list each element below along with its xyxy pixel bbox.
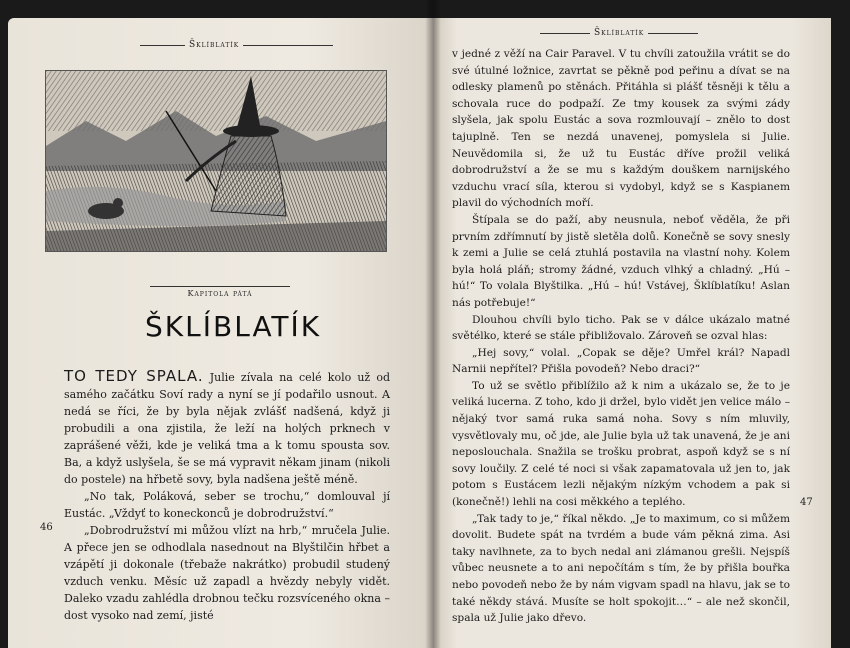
left-paragraph-3: „Dobrodružství mi můžou vlízt na hrb,“ mručela Julie. A přece jen se odhodlala nasednout na Blyštilčin hřbet a vzápětí ji dokonale (třebaže nakrátko) probudil studený vzduch venku. Měsíc už zapadl a hvězdy nebyly vidět. Daleko vzadu zahlédla drobnou tečku rozsvíceného okna – dost vysoko nad zemí, jisté xyxy=(64,524,390,622)
right-running-head xyxy=(540,28,698,38)
left-running-head-text: Šklíblatík xyxy=(189,40,240,50)
right-paragraph-5: To už se světlo přiblížilo až k nim a ukázalo se, že to je veliká lucerna. Z toho, kdo ji držel, bylo vidět jen velice málo – nějaký tvor samá ruka samá noha. Sovy s ním mluvily, vysvětlovaly mu, oč jde, ale Julie byla už tak unavená, že je ani neposlouchala. Snažila se trošku probrat, aspoň když se s ní sovy loučily. Z celé té noci si však zapamatovala už jen to, jak potom s Eustácem lezli nějakým nízkým vchodem a pak si (konečně!) lehli na cosi měkkého a teplého. xyxy=(452,379,790,509)
right-paragraph-2: Štípala se do paží, aby neusnula, neboť věděla, že při prvním zdřímnutí by jistě sletěla dolů. Konečně se sovy snesly k zemi a Julie se celá ztuhlá postavila na vlastní nohy. Kolem byla holá pláň; stromy žádné, vzduch vlhký a chladný. „Hú – hú!“ To volala Blyštilka. „Hú – hú! Vstávej, Šklíblatíku! Aslan nás potřebuje!“ xyxy=(452,213,790,309)
left-paragraph-2: „No tak, Poláková, seber se trochu,“ domlouval jí Eustác. „Vždyť to koneckonců je dobrodružství.“ xyxy=(64,490,390,520)
right-paragraph-1: v jedné z věží na Cair Paravel. V tu chvíli zatoužila vrátit se do své útulné ložnice, zavrtat se pěkně pod peřinu a dívat se na odlesky plamenů po stěnách. Přitáhla si plášť těsněji k tělu a schovala ruce do podpaží. Ze tmy kousek za svými zády slyšela, jak spolu Eustác a sova rozmlouvají – znělo to dost tajuplně. Ten se nezdá unavenej, pomyslela si Julie. Neuvědomila si, že už tu Eustác dříve prožil veliká dobrodružství a že se mu s každým douškem narnijského vzduchu vrací síla, kterou si vydobyl, když se s Kaspianem plavil do východních moří. xyxy=(452,48,790,210)
right-page-number: 47 xyxy=(800,497,813,508)
marsh-wiggle-illustration xyxy=(46,71,386,251)
book-gutter xyxy=(425,0,441,648)
lead-in: TO TEDY SPALA. xyxy=(64,367,204,385)
chapter-label: Kapitola pátá xyxy=(150,286,290,298)
right-paragraph-4: „Hej sovy,“ volal. „Copak se děje? Umřel král? Napadl Narnii nepřítel? Přišla povodeň? Nebo draci?“ xyxy=(452,346,790,376)
right-body-text xyxy=(452,46,790,627)
right-running-head-text: Šklíblatík xyxy=(594,28,645,38)
chapter-title: ŠKLÍBLATÍK xyxy=(145,310,322,343)
right-paragraph-3: Dlouhou chvíli bylo ticho. Pak se v dálce ukázalo matné světélko, které se stále přibližovalo. Zároveň se ozval hlas: xyxy=(452,313,790,343)
chapter-illustration xyxy=(45,70,387,252)
left-page-number: 46 xyxy=(40,522,53,533)
left-paragraph-1: Julie zívala na celé kolo už od samého začátku Soví rady a nyní se jí podařilo usnout. A nedá se říci, že by byla nějak zvlášť nadšená, když ji probudili a ona zjistila, že leží na holých prknech v zaprášené věži, kde je veliká tma a k tomu spousta sov. Ba, a když uslyšela, še se má vypravit někam jinam (nikoli do postele) na hřbetě sovy, byla nadšena ještě méně. xyxy=(64,371,390,486)
right-paragraph-6: „Tak tady to je,“ říkal někdo. „Je to maximum, co si můžem dovolit. Budete spát na tvrdém a bude vám pěkná zima. Asi taky navlhnete, za to bych nedal ani zlámanou grešli. Nejspíš vůbec neusnete a to ani nepočítám s tím, že by přišla bouřka nebo povodeň nebo že by nám vigvam spadl na hlavu, jak se to také někdy stává. Musíte se holt spokojit…“ – ale než skončil, spala už Julie jako dřevo. xyxy=(452,512,790,625)
left-body-text xyxy=(64,368,390,624)
left-running-head xyxy=(140,40,333,50)
